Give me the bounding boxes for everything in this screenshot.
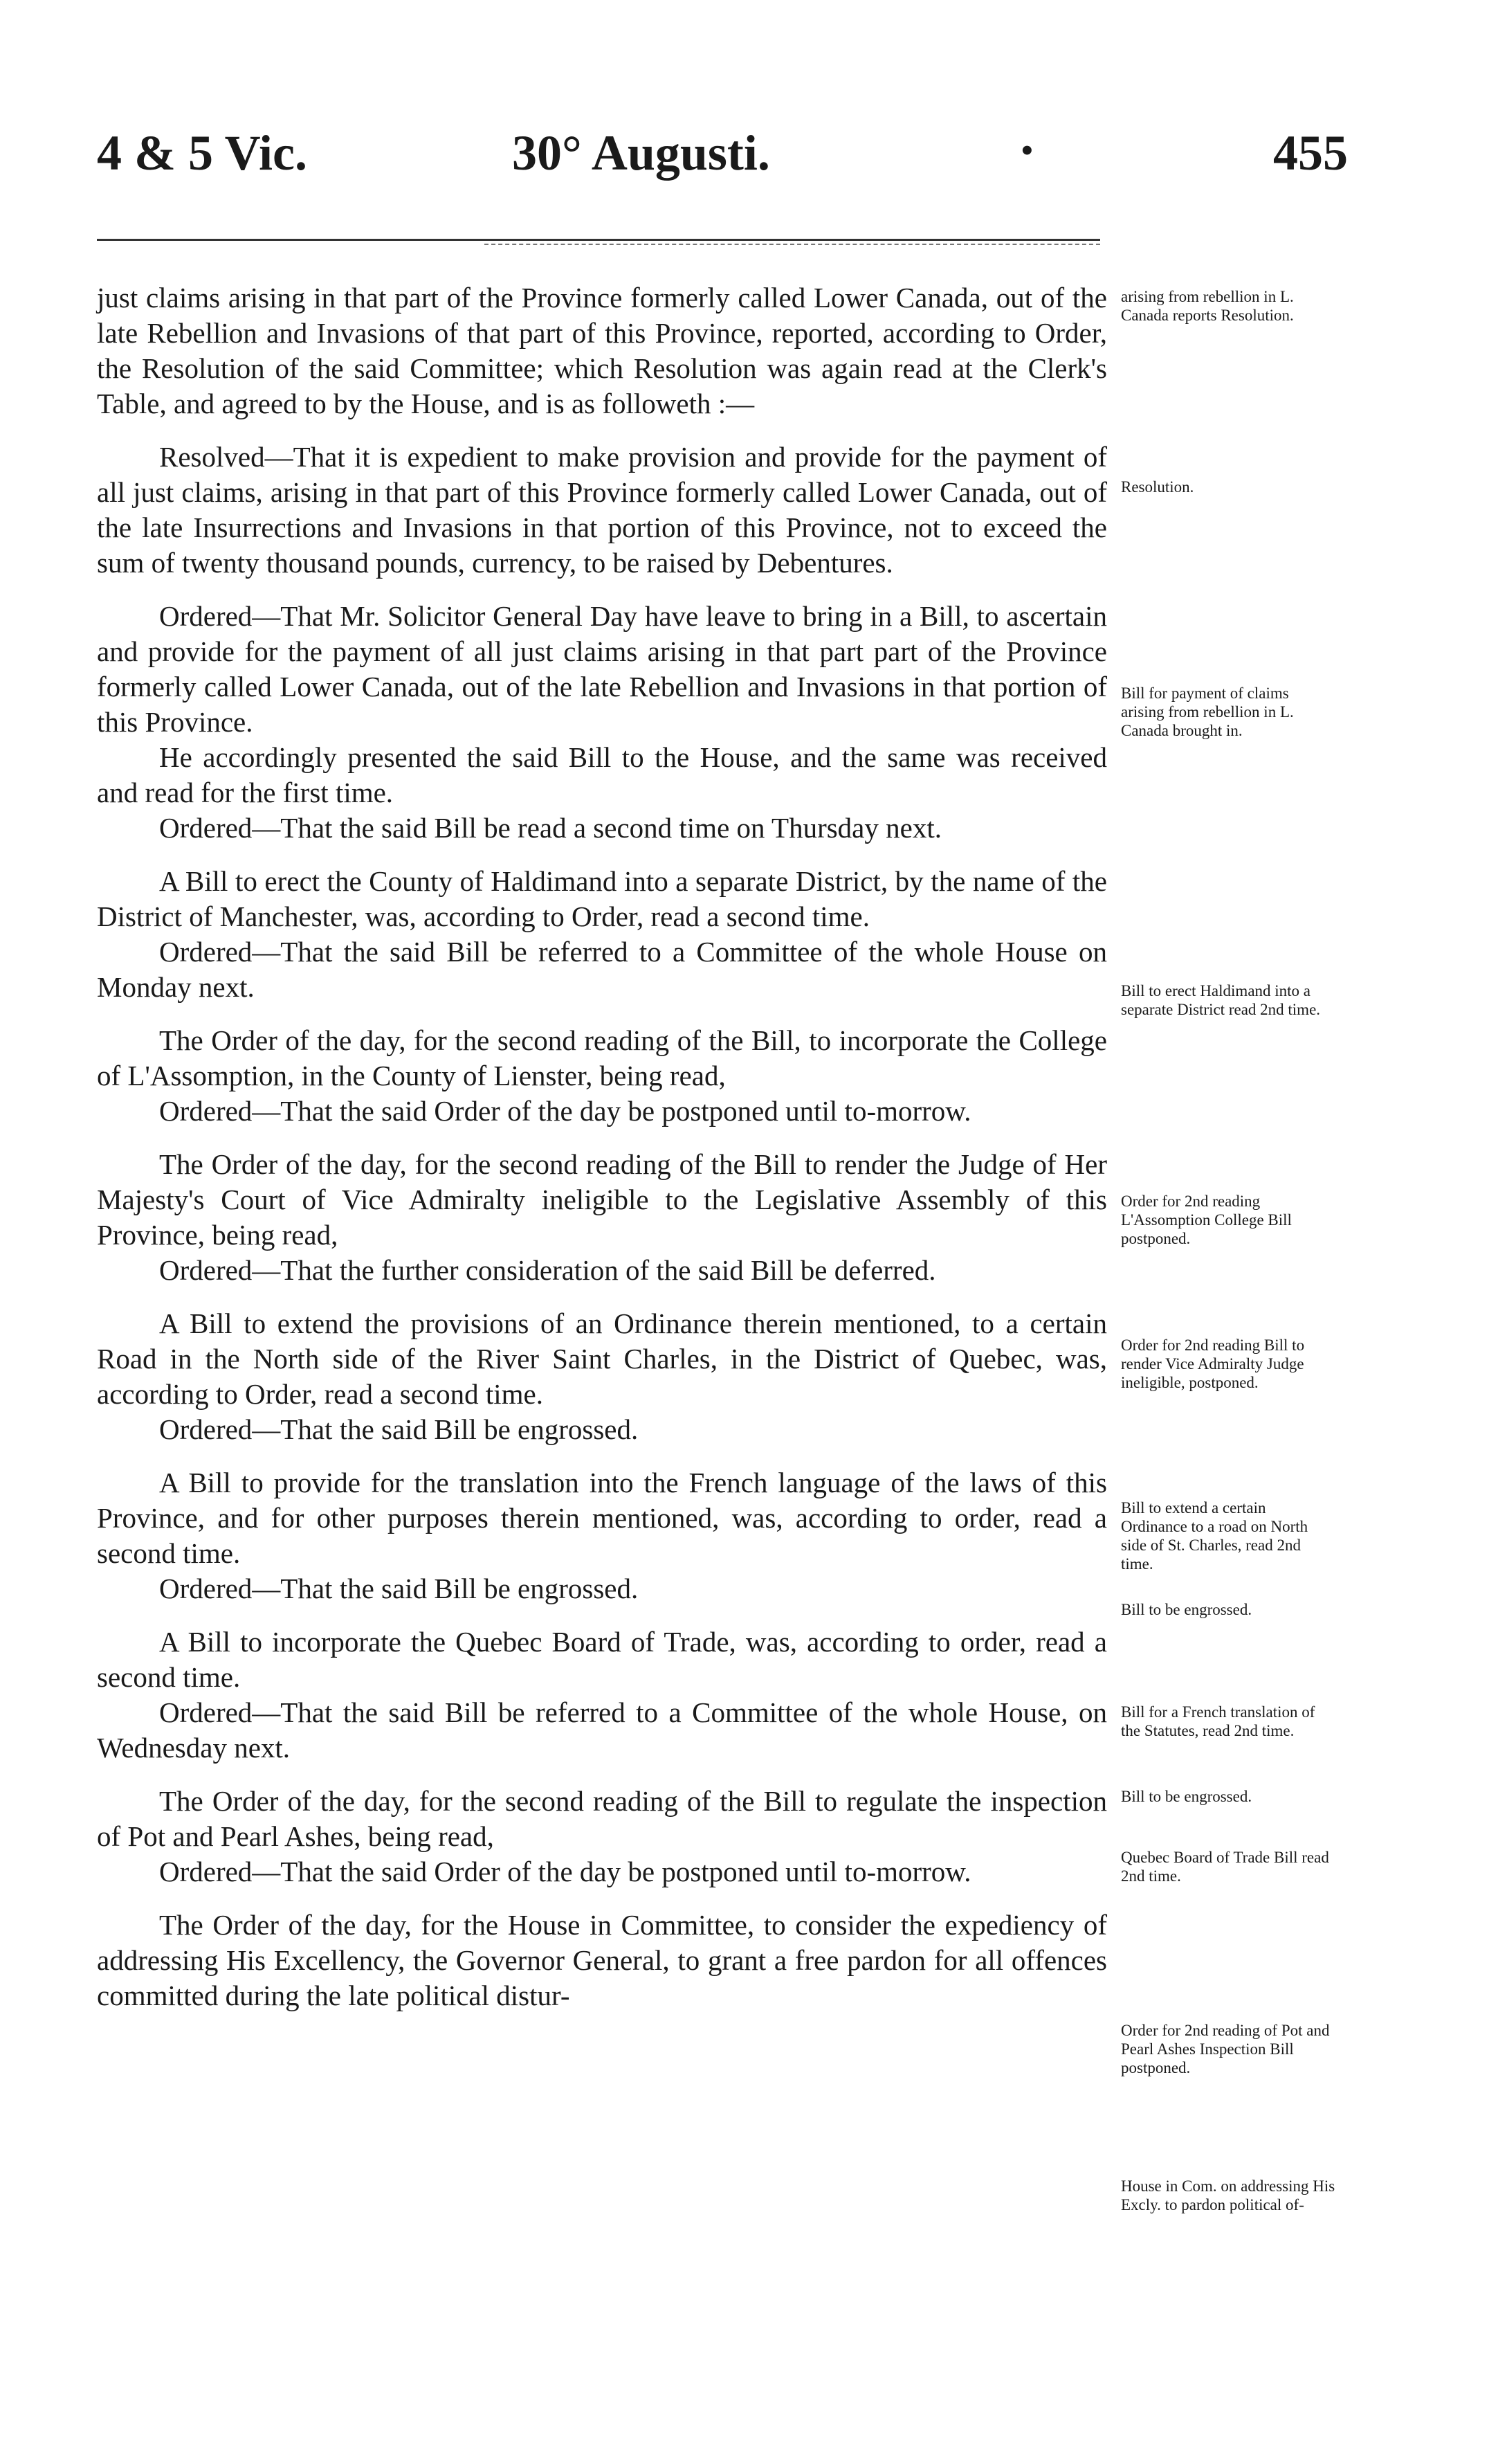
entry-resolution-report [97, 280, 1107, 422]
paragraph: Resolved—That it is expedient to make provision and provide for the payment of all just claims, arising in that part of this Province formerly called Lower Canada, out of the late Insurrections and Invasions in that portion of this Province, not to exceed the sum of twenty thousand pounds, currency, to be raised by Debentures. [97, 441, 1107, 579]
margin-note: Resolution. [1121, 478, 1194, 496]
entry-haldimand-bill [97, 864, 1107, 1005]
margin-note: Order for 2nd reading L'Assomption College Bill postponed. [1121, 1193, 1292, 1247]
paragraph: Ordered—That the said Bill be referred to a Committee of the whole House on Monday next. [97, 936, 1107, 1003]
margin-note: Bill to extend a certain Ordinance to a road on North side of St. Charles, read 2nd time. [1121, 1499, 1308, 1573]
entry-french-translation-bill [97, 1465, 1107, 1606]
margin-note: Bill for a French translation of the Statutes, read 2nd time. [1121, 1703, 1315, 1739]
paragraph: Ordered—That the said Bill be read a second time on Thursday next. [159, 812, 942, 844]
paragraph: The Order of the day, for the second reading of the Bill to regulate the inspection of Pot and Pearl Ashes, being read, [97, 1785, 1107, 1852]
margin-note: Bill to be engrossed. [1121, 1601, 1252, 1618]
margin-note: Bill for payment of claims arising from rebellion in L. Canada brought in. [1121, 685, 1294, 739]
margin-note: Order for 2nd reading of Pot and Pearl Ashes Inspection Bill postponed. [1121, 2022, 1330, 2076]
paragraph: A Bill to incorporate the Quebec Board of Trade, was, according to order, read a second time. [97, 1626, 1107, 1693]
entry-vice-admiralty-bill [97, 1147, 1107, 1288]
paragraph: The Order of the day, for the second reading of the Bill to render the Judge of Her Majesty's Court of Vice Admiralty ineligible to the Legislative Assembly of this Province, being read, [97, 1148, 1107, 1251]
header-rule [97, 239, 1100, 241]
running-header [0, 125, 1498, 208]
margin-note: arising from rebellion in L. Canada reports Resolution. [1121, 288, 1294, 324]
page-number: 455 [1273, 125, 1348, 181]
regnal-year: 4 & 5 Vic. [97, 125, 307, 181]
session-date: 30° Augusti. [512, 125, 770, 181]
entry-claims-bill [97, 599, 1107, 846]
paragraph: Ordered—That the further consideration of the said Bill be deferred. [159, 1254, 936, 1286]
journal-body [97, 280, 1107, 2031]
paragraph: The Order of the day, for the second reading of the Bill, to incorporate the College of L'Assomption, in the County of Lienster, being read, [97, 1024, 1107, 1091]
margin-note: Bill to be engrossed. [1121, 1788, 1252, 1805]
paragraph: A Bill to provide for the translation into the French language of the laws of this Province, and for other purposes therein mentioned, was, according to order, read a second time. [97, 1467, 1107, 1569]
paragraph: Ordered—That the said Bill be engrossed. [159, 1573, 639, 1604]
margin-note: House in Com. on addressing His Excly. to pardon political of- [1121, 2177, 1335, 2213]
header-dot: • [1021, 132, 1033, 169]
paragraph: The Order of the day, for the House in Committee, to consider the expediency of addressing His Excellency, the Governor General, to grant a free pardon for all offences committed during the late political distur- [97, 1909, 1107, 2011]
entry-ashes-bill [97, 1784, 1107, 1890]
margin-note: Order for 2nd reading Bill to render Vice Admiralty Judge ineligible, postponed. [1121, 1337, 1305, 1391]
paragraph: Ordered—That the said Order of the day be postponed until to-morrow. [159, 1856, 971, 1887]
margin-note: Bill to erect Haldimand into a separate District read 2nd time. [1121, 982, 1321, 1018]
margin-note: Quebec Board of Trade Bill read 2nd time. [1121, 1849, 1329, 1885]
paragraph: He accordingly presented the said Bill to the House, and the same was received and read for the first time. [97, 741, 1107, 808]
paragraph: A Bill to extend the provisions of an Ordinance therein mentioned, to a certain Road in the North side of the River Saint Charles, in the District of Quebec, was, according to Order, read a second time. [97, 1307, 1107, 1410]
entry-board-of-trade-bill [97, 1624, 1107, 1766]
header-rule-dashed [484, 244, 1100, 245]
paragraph: A Bill to erect the County of Haldimand into a separate District, by the name of the District of Manchester, was, according to Order, read a second time. [97, 865, 1107, 932]
paragraph: just claims arising in that part of the Province formerly called Lower Canada, out of the late Rebellion and Invasions of that part of this Province, reported, according to Order, the Resolution of the said Committee; which Resolution was again read at the Clerk's Table, and agreed to by the House, and is as followeth :— [97, 282, 1107, 419]
entry-pardon-address [97, 1908, 1107, 2013]
paragraph: Ordered—That the said Bill be referred to a Committee of the whole House, on Wednesday next. [97, 1696, 1107, 1764]
paragraph: Ordered—That the said Bill be engrossed. [159, 1413, 639, 1445]
paragraph: Ordered—That the said Order of the day be postponed until to-morrow. [159, 1095, 971, 1127]
paragraph: Ordered—That Mr. Solicitor General Day have leave to bring in a Bill, to ascertain and provide for the payment of all just claims arising in that part part of the Province formerly called Lower Canada, out of the late Rebellion and Invasions in that portion of this Province. [97, 600, 1107, 738]
entry-assomption-bill [97, 1023, 1107, 1129]
entry-st-charles-road-bill [97, 1306, 1107, 1447]
entry-resolved [97, 440, 1107, 581]
